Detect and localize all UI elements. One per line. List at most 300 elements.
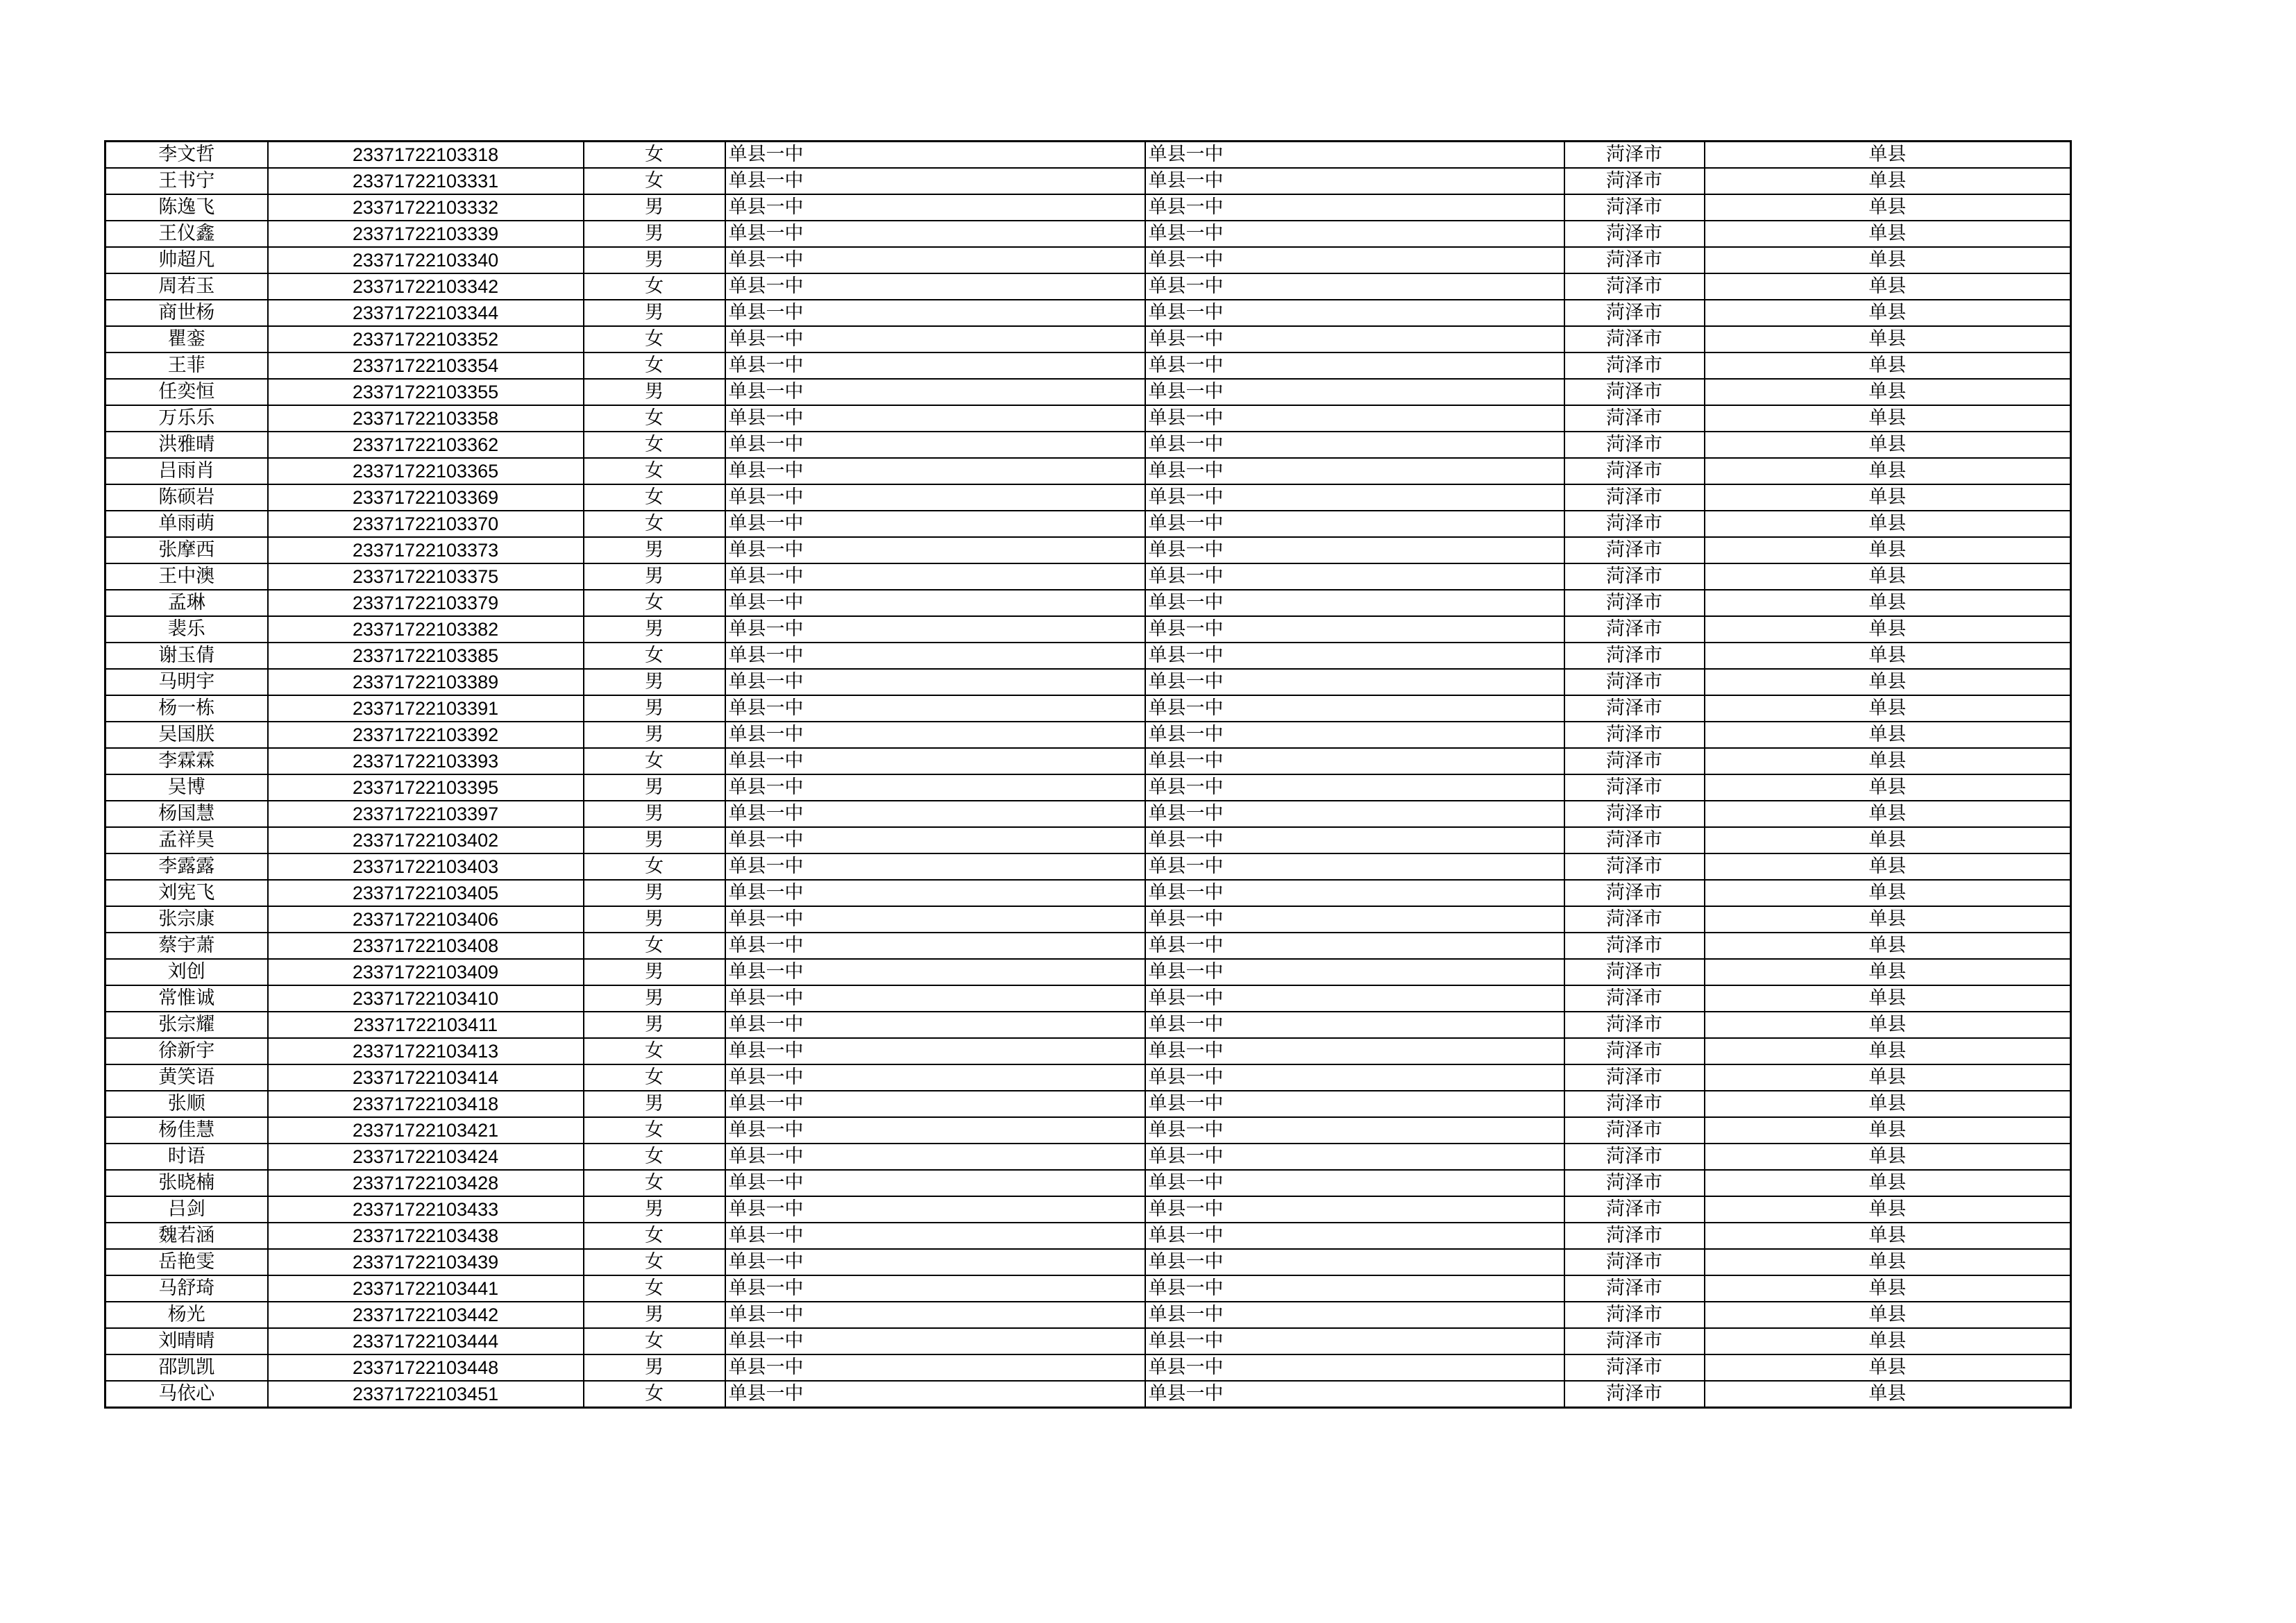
graduate-school-cell: 单县一中 — [1145, 563, 1564, 590]
student-name-cell: 谢玉倩 — [105, 643, 268, 669]
county-cell: 单县 — [1705, 748, 2071, 774]
exam-id-cell: 23371722103439 — [268, 1249, 584, 1275]
gender-cell: 男 — [584, 563, 725, 590]
exam-id-cell: 23371722103365 — [268, 458, 584, 484]
gender-cell: 女 — [584, 748, 725, 774]
table-row — [105, 695, 2071, 722]
gender-cell: 女 — [584, 1170, 725, 1196]
student-name-cell: 马舒琦 — [105, 1275, 268, 1302]
gender-cell: 男 — [584, 379, 725, 405]
graduate-school-cell: 单县一中 — [1145, 774, 1564, 801]
city-cell: 菏泽市 — [1564, 1012, 1705, 1038]
city-cell: 菏泽市 — [1564, 643, 1705, 669]
exam-id-cell: 23371722103375 — [268, 563, 584, 590]
exam-id-cell: 23371722103402 — [268, 827, 584, 853]
school-cell: 单县一中 — [725, 880, 1145, 906]
school-cell: 单县一中 — [725, 722, 1145, 748]
student-name-cell: 张顺 — [105, 1091, 268, 1117]
county-cell: 单县 — [1705, 616, 2071, 643]
city-cell: 菏泽市 — [1564, 168, 1705, 194]
exam-id-cell: 23371722103397 — [268, 801, 584, 827]
graduate-school-cell: 单县一中 — [1145, 1275, 1564, 1302]
school-cell: 单县一中 — [725, 194, 1145, 221]
table-row — [105, 1064, 2071, 1091]
table-row — [105, 643, 2071, 669]
exam-id-cell: 23371722103342 — [268, 273, 584, 300]
school-cell: 单县一中 — [725, 273, 1145, 300]
gender-cell: 男 — [584, 194, 725, 221]
exam-id-cell: 23371722103424 — [268, 1144, 584, 1170]
table-row — [105, 1117, 2071, 1144]
table-row — [105, 774, 2071, 801]
table-row — [105, 326, 2071, 352]
table-row — [105, 748, 2071, 774]
table-row — [105, 405, 2071, 432]
student-name-cell: 帅超凡 — [105, 247, 268, 273]
city-cell: 菏泽市 — [1564, 880, 1705, 906]
exam-id-cell: 23371722103391 — [268, 695, 584, 722]
student-name-cell: 李露露 — [105, 853, 268, 880]
graduate-school-cell: 单县一中 — [1145, 880, 1564, 906]
table-row — [105, 142, 2071, 169]
school-cell: 单县一中 — [725, 379, 1145, 405]
student-name-cell: 孟祥昊 — [105, 827, 268, 853]
gender-cell: 男 — [584, 1302, 725, 1328]
county-cell: 单县 — [1705, 1354, 2071, 1381]
student-name-cell: 杨光 — [105, 1302, 268, 1328]
gender-cell: 女 — [584, 352, 725, 379]
table-row — [105, 511, 2071, 537]
school-cell: 单县一中 — [725, 906, 1145, 933]
graduate-school-cell: 单县一中 — [1145, 1064, 1564, 1091]
student-name-cell: 王中澳 — [105, 563, 268, 590]
county-cell: 单县 — [1705, 563, 2071, 590]
graduate-school-cell: 单县一中 — [1145, 1328, 1564, 1354]
city-cell: 菏泽市 — [1564, 774, 1705, 801]
exam-id-cell: 23371722103405 — [268, 880, 584, 906]
graduate-school-cell: 单县一中 — [1145, 405, 1564, 432]
table-row — [105, 985, 2071, 1012]
school-cell: 单县一中 — [725, 1038, 1145, 1064]
gender-cell: 男 — [584, 1354, 725, 1381]
school-cell: 单县一中 — [725, 616, 1145, 643]
county-cell: 单县 — [1705, 959, 2071, 985]
gender-cell: 女 — [584, 405, 725, 432]
table-row — [105, 1275, 2071, 1302]
city-cell: 菏泽市 — [1564, 669, 1705, 695]
school-cell: 单县一中 — [725, 168, 1145, 194]
exam-id-cell: 23371722103389 — [268, 669, 584, 695]
county-cell: 单县 — [1705, 643, 2071, 669]
student-name-cell: 刘宪飞 — [105, 880, 268, 906]
table-row — [105, 1196, 2071, 1223]
gender-cell: 男 — [584, 669, 725, 695]
exam-id-cell: 23371722103331 — [268, 168, 584, 194]
county-cell: 单县 — [1705, 194, 2071, 221]
table-row — [105, 194, 2071, 221]
gender-cell: 男 — [584, 959, 725, 985]
gender-cell: 男 — [584, 801, 725, 827]
graduate-school-cell: 单县一中 — [1145, 1223, 1564, 1249]
table-row — [105, 722, 2071, 748]
table-row — [105, 590, 2071, 616]
school-cell: 单县一中 — [725, 300, 1145, 326]
graduate-school-cell: 单县一中 — [1145, 1381, 1564, 1408]
student-name-cell: 常惟诚 — [105, 985, 268, 1012]
table-row — [105, 1302, 2071, 1328]
city-cell: 菏泽市 — [1564, 1196, 1705, 1223]
county-cell: 单县 — [1705, 405, 2071, 432]
school-cell: 单县一中 — [725, 484, 1145, 511]
school-cell: 单县一中 — [725, 563, 1145, 590]
student-name-cell: 张摩西 — [105, 537, 268, 563]
city-cell: 菏泽市 — [1564, 563, 1705, 590]
city-cell: 菏泽市 — [1564, 959, 1705, 985]
gender-cell: 女 — [584, 1038, 725, 1064]
gender-cell: 女 — [584, 1064, 725, 1091]
graduate-school-cell: 单县一中 — [1145, 643, 1564, 669]
county-cell: 单县 — [1705, 273, 2071, 300]
county-cell: 单县 — [1705, 880, 2071, 906]
graduate-school-cell: 单县一中 — [1145, 748, 1564, 774]
student-name-cell: 徐新宇 — [105, 1038, 268, 1064]
school-cell: 单县一中 — [725, 748, 1145, 774]
exam-id-cell: 23371722103442 — [268, 1302, 584, 1328]
student-name-cell: 杨一栋 — [105, 695, 268, 722]
county-cell: 单县 — [1705, 1117, 2071, 1144]
gender-cell: 男 — [584, 1012, 725, 1038]
student-name-cell: 岳艳雯 — [105, 1249, 268, 1275]
exam-id-cell: 23371722103406 — [268, 906, 584, 933]
table-row — [105, 616, 2071, 643]
graduate-school-cell: 单县一中 — [1145, 827, 1564, 853]
city-cell: 菏泽市 — [1564, 1354, 1705, 1381]
student-name-cell: 邵凯凯 — [105, 1354, 268, 1381]
graduate-school-cell: 单县一中 — [1145, 722, 1564, 748]
gender-cell: 女 — [584, 643, 725, 669]
exam-id-cell: 23371722103354 — [268, 352, 584, 379]
county-cell: 单县 — [1705, 432, 2071, 458]
exam-id-cell: 23371722103428 — [268, 1170, 584, 1196]
gender-cell: 男 — [584, 247, 725, 273]
gender-cell: 女 — [584, 590, 725, 616]
school-cell: 单县一中 — [725, 405, 1145, 432]
exam-id-cell: 23371722103358 — [268, 405, 584, 432]
city-cell: 菏泽市 — [1564, 801, 1705, 827]
gender-cell: 女 — [584, 273, 725, 300]
city-cell: 菏泽市 — [1564, 1117, 1705, 1144]
exam-id-cell: 23371722103410 — [268, 985, 584, 1012]
exam-id-cell: 23371722103369 — [268, 484, 584, 511]
gender-cell: 女 — [584, 853, 725, 880]
county-cell: 单县 — [1705, 827, 2071, 853]
school-cell: 单县一中 — [725, 511, 1145, 537]
exam-id-cell: 23371722103362 — [268, 432, 584, 458]
student-name-cell: 李霖霖 — [105, 748, 268, 774]
school-cell: 单县一中 — [725, 1249, 1145, 1275]
county-cell: 单县 — [1705, 590, 2071, 616]
school-cell: 单县一中 — [725, 827, 1145, 853]
county-cell: 单县 — [1705, 722, 2071, 748]
city-cell: 菏泽市 — [1564, 748, 1705, 774]
table-row — [105, 880, 2071, 906]
graduate-school-cell: 单县一中 — [1145, 273, 1564, 300]
graduate-school-cell: 单县一中 — [1145, 300, 1564, 326]
table-row — [105, 168, 2071, 194]
school-cell: 单县一中 — [725, 801, 1145, 827]
county-cell: 单县 — [1705, 379, 2071, 405]
table-row — [105, 1170, 2071, 1196]
graduate-school-cell: 单县一中 — [1145, 1354, 1564, 1381]
city-cell: 菏泽市 — [1564, 352, 1705, 379]
county-cell: 单县 — [1705, 511, 2071, 537]
school-cell: 单县一中 — [725, 352, 1145, 379]
table-row — [105, 352, 2071, 379]
graduate-school-cell: 单县一中 — [1145, 1144, 1564, 1170]
gender-cell: 男 — [584, 300, 725, 326]
roster-table — [104, 140, 2072, 1409]
city-cell: 菏泽市 — [1564, 405, 1705, 432]
table-row — [105, 537, 2071, 563]
student-name-cell: 黄笑语 — [105, 1064, 268, 1091]
school-cell: 单县一中 — [725, 1091, 1145, 1117]
county-cell: 单县 — [1705, 352, 2071, 379]
city-cell: 菏泽市 — [1564, 142, 1705, 169]
school-cell: 单县一中 — [725, 1381, 1145, 1408]
table-row — [105, 933, 2071, 959]
graduate-school-cell: 单县一中 — [1145, 906, 1564, 933]
city-cell: 菏泽市 — [1564, 1302, 1705, 1328]
graduate-school-cell: 单县一中 — [1145, 168, 1564, 194]
table-row — [105, 1249, 2071, 1275]
table-row — [105, 801, 2071, 827]
table-row — [105, 1091, 2071, 1117]
exam-id-cell: 23371722103395 — [268, 774, 584, 801]
county-cell: 单县 — [1705, 1223, 2071, 1249]
county-cell: 单县 — [1705, 801, 2071, 827]
exam-id-cell: 23371722103340 — [268, 247, 584, 273]
gender-cell: 男 — [584, 722, 725, 748]
graduate-school-cell: 单县一中 — [1145, 379, 1564, 405]
city-cell: 菏泽市 — [1564, 1249, 1705, 1275]
gender-cell: 女 — [584, 1223, 725, 1249]
table-row — [105, 853, 2071, 880]
county-cell: 单县 — [1705, 1196, 2071, 1223]
graduate-school-cell: 单县一中 — [1145, 142, 1564, 169]
gender-cell: 男 — [584, 880, 725, 906]
city-cell: 菏泽市 — [1564, 1091, 1705, 1117]
exam-id-cell: 23371722103385 — [268, 643, 584, 669]
graduate-school-cell: 单县一中 — [1145, 326, 1564, 352]
student-name-cell: 吕剑 — [105, 1196, 268, 1223]
student-name-cell: 吴国朕 — [105, 722, 268, 748]
table-row — [105, 1223, 2071, 1249]
graduate-school-cell: 单县一中 — [1145, 853, 1564, 880]
school-cell: 单县一中 — [725, 537, 1145, 563]
city-cell: 菏泽市 — [1564, 300, 1705, 326]
table-row — [105, 1012, 2071, 1038]
gender-cell: 男 — [584, 985, 725, 1012]
student-name-cell: 陈硕岩 — [105, 484, 268, 511]
gender-cell: 女 — [584, 1328, 725, 1354]
exam-id-cell: 23371722103355 — [268, 379, 584, 405]
exam-id-cell: 23371722103409 — [268, 959, 584, 985]
city-cell: 菏泽市 — [1564, 1038, 1705, 1064]
student-name-cell: 张宗耀 — [105, 1012, 268, 1038]
graduate-school-cell: 单县一中 — [1145, 221, 1564, 247]
county-cell: 单县 — [1705, 1381, 2071, 1408]
school-cell: 单县一中 — [725, 1144, 1145, 1170]
exam-id-cell: 23371722103379 — [268, 590, 584, 616]
city-cell: 菏泽市 — [1564, 1328, 1705, 1354]
student-name-cell: 任奕恒 — [105, 379, 268, 405]
city-cell: 菏泽市 — [1564, 1381, 1705, 1408]
county-cell: 单县 — [1705, 1249, 2071, 1275]
school-cell: 单县一中 — [725, 669, 1145, 695]
student-name-cell: 时语 — [105, 1144, 268, 1170]
table-row — [105, 379, 2071, 405]
school-cell: 单县一中 — [725, 853, 1145, 880]
graduate-school-cell: 单县一中 — [1145, 247, 1564, 273]
student-name-cell: 刘晴晴 — [105, 1328, 268, 1354]
school-cell: 单县一中 — [725, 432, 1145, 458]
student-name-cell: 单雨萌 — [105, 511, 268, 537]
school-cell: 单县一中 — [725, 590, 1145, 616]
city-cell: 菏泽市 — [1564, 1064, 1705, 1091]
county-cell: 单县 — [1705, 1091, 2071, 1117]
exam-id-cell: 23371722103413 — [268, 1038, 584, 1064]
graduate-school-cell: 单县一中 — [1145, 616, 1564, 643]
city-cell: 菏泽市 — [1564, 273, 1705, 300]
city-cell: 菏泽市 — [1564, 1275, 1705, 1302]
county-cell: 单县 — [1705, 458, 2071, 484]
school-cell: 单县一中 — [725, 247, 1145, 273]
school-cell: 单县一中 — [725, 221, 1145, 247]
graduate-school-cell: 单县一中 — [1145, 1302, 1564, 1328]
graduate-school-cell: 单县一中 — [1145, 1038, 1564, 1064]
gender-cell: 男 — [584, 1196, 725, 1223]
exam-id-cell: 23371722103382 — [268, 616, 584, 643]
city-cell: 菏泽市 — [1564, 695, 1705, 722]
table-row — [105, 300, 2071, 326]
table-row — [105, 669, 2071, 695]
city-cell: 菏泽市 — [1564, 985, 1705, 1012]
student-name-cell: 孟琳 — [105, 590, 268, 616]
county-cell: 单县 — [1705, 326, 2071, 352]
student-name-cell: 杨国慧 — [105, 801, 268, 827]
exam-id-cell: 23371722103332 — [268, 194, 584, 221]
city-cell: 菏泽市 — [1564, 616, 1705, 643]
county-cell: 单县 — [1705, 221, 2071, 247]
county-cell: 单县 — [1705, 1328, 2071, 1354]
school-cell: 单县一中 — [725, 1275, 1145, 1302]
gender-cell: 女 — [584, 933, 725, 959]
student-name-cell: 张晓楠 — [105, 1170, 268, 1196]
graduate-school-cell: 单县一中 — [1145, 458, 1564, 484]
gender-cell: 男 — [584, 695, 725, 722]
graduate-school-cell: 单县一中 — [1145, 1091, 1564, 1117]
graduate-school-cell: 单县一中 — [1145, 1196, 1564, 1223]
student-name-cell: 马依心 — [105, 1381, 268, 1408]
gender-cell: 男 — [584, 906, 725, 933]
county-cell: 单县 — [1705, 247, 2071, 273]
student-name-cell: 李文哲 — [105, 142, 268, 169]
school-cell: 单县一中 — [725, 1117, 1145, 1144]
city-cell: 菏泽市 — [1564, 1170, 1705, 1196]
exam-id-cell: 23371722103421 — [268, 1117, 584, 1144]
table-row — [105, 484, 2071, 511]
county-cell: 单县 — [1705, 906, 2071, 933]
county-cell: 单县 — [1705, 1144, 2071, 1170]
gender-cell: 女 — [584, 1275, 725, 1302]
city-cell: 菏泽市 — [1564, 511, 1705, 537]
county-cell: 单县 — [1705, 537, 2071, 563]
student-name-cell: 杨佳慧 — [105, 1117, 268, 1144]
school-cell: 单县一中 — [725, 985, 1145, 1012]
graduate-school-cell: 单县一中 — [1145, 1117, 1564, 1144]
city-cell: 菏泽市 — [1564, 853, 1705, 880]
student-name-cell: 王仪鑫 — [105, 221, 268, 247]
table-row — [105, 827, 2071, 853]
school-cell: 单县一中 — [725, 1196, 1145, 1223]
school-cell: 单县一中 — [725, 458, 1145, 484]
student-name-cell: 吕雨肖 — [105, 458, 268, 484]
table-row — [105, 458, 2071, 484]
county-cell: 单县 — [1705, 774, 2071, 801]
table-row — [105, 221, 2071, 247]
exam-id-cell: 23371722103451 — [268, 1381, 584, 1408]
graduate-school-cell: 单县一中 — [1145, 194, 1564, 221]
table-row — [105, 1038, 2071, 1064]
gender-cell: 女 — [584, 1144, 725, 1170]
gender-cell: 男 — [584, 537, 725, 563]
student-name-cell: 马明宇 — [105, 669, 268, 695]
school-cell: 单县一中 — [725, 1328, 1145, 1354]
school-cell: 单县一中 — [725, 1223, 1145, 1249]
county-cell: 单县 — [1705, 1012, 2071, 1038]
gender-cell: 女 — [584, 142, 725, 169]
graduate-school-cell: 单县一中 — [1145, 985, 1564, 1012]
school-cell: 单县一中 — [725, 933, 1145, 959]
student-name-cell: 刘创 — [105, 959, 268, 985]
school-cell: 单县一中 — [725, 1354, 1145, 1381]
city-cell: 菏泽市 — [1564, 933, 1705, 959]
graduate-school-cell: 单县一中 — [1145, 1170, 1564, 1196]
exam-id-cell: 23371722103418 — [268, 1091, 584, 1117]
exam-id-cell: 23371722103441 — [268, 1275, 584, 1302]
gender-cell: 男 — [584, 616, 725, 643]
school-cell: 单县一中 — [725, 326, 1145, 352]
city-cell: 菏泽市 — [1564, 484, 1705, 511]
table-row — [105, 1354, 2071, 1381]
school-cell: 单县一中 — [725, 695, 1145, 722]
graduate-school-cell: 单县一中 — [1145, 511, 1564, 537]
school-cell: 单县一中 — [725, 142, 1145, 169]
exam-id-cell: 23371722103318 — [268, 142, 584, 169]
city-cell: 菏泽市 — [1564, 458, 1705, 484]
city-cell: 菏泽市 — [1564, 537, 1705, 563]
exam-id-cell: 23371722103370 — [268, 511, 584, 537]
student-name-cell: 张宗康 — [105, 906, 268, 933]
graduate-school-cell: 单县一中 — [1145, 695, 1564, 722]
table-row — [105, 273, 2071, 300]
city-cell: 菏泽市 — [1564, 379, 1705, 405]
exam-id-cell: 23371722103438 — [268, 1223, 584, 1249]
table-row — [105, 906, 2071, 933]
gender-cell: 女 — [584, 168, 725, 194]
graduate-school-cell: 单县一中 — [1145, 1012, 1564, 1038]
student-name-cell: 瞿銮 — [105, 326, 268, 352]
